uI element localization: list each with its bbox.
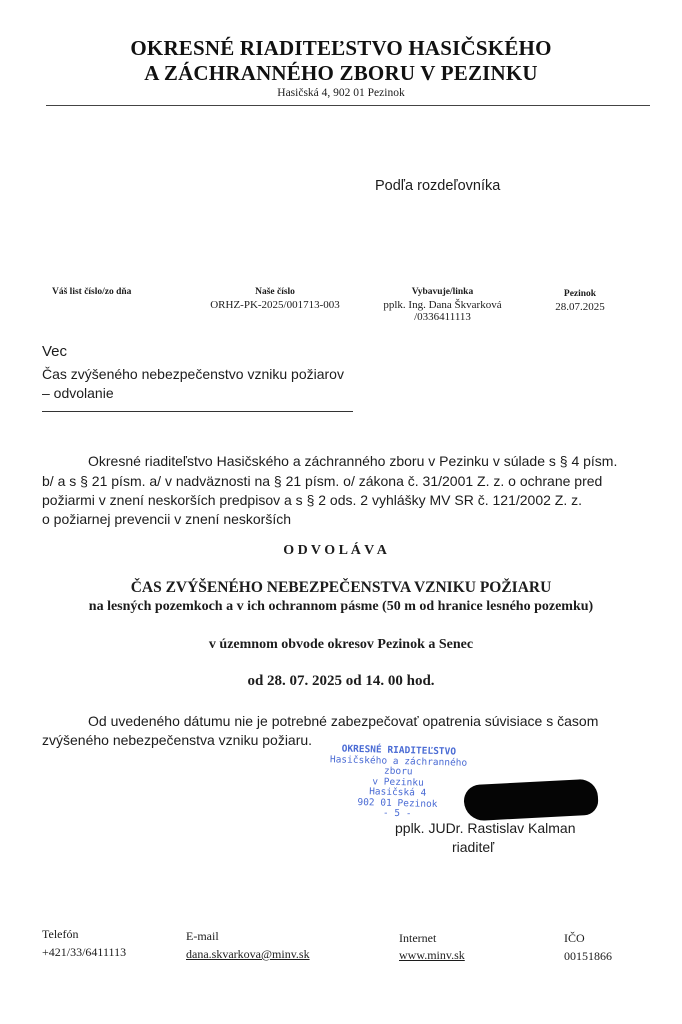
meta-our-number <box>195 287 355 311</box>
header-title-line1: OKRESNÉ RIADITEĽSTVO HASIČSKÉHO <box>130 36 552 60</box>
footer-internet-label: Internet <box>399 931 437 945</box>
meta-your-letter-label: Váš list číslo/zo dňa <box>52 287 132 297</box>
header-divider <box>46 105 650 106</box>
stamp-line6: - 5 - <box>382 807 412 820</box>
meta-handled-by <box>365 287 520 323</box>
revokes-heading: O D V O L Á V A <box>283 543 387 558</box>
subject-line1: Čas zvýšeného nebezpečenstvo vzniku požiarov <box>42 366 344 382</box>
footer-ico-value: 00151866 <box>564 949 612 963</box>
meta-handled-by-label: Vybavuje/linka <box>411 287 474 297</box>
body-para2-line2: zvýšeného nebezpečenstva vzniku požiaru. <box>42 732 313 748</box>
territory-line: v územnom obvode okresov Pezinok a Senec <box>208 637 474 652</box>
meta-date-value: 28.07.2025 <box>555 301 605 313</box>
heading-fire-danger: ČAS ZVÝŠENÉHO NEBEZPEČENSTVA VZNIKU POŽIARU <box>130 579 552 596</box>
meta-handled-by-name: pplk. Ing. Dana Škvarková <box>383 299 502 311</box>
body-para1-line2: b/ a s § 21 písm. a/ v nadväznosti na § 21 písm. o/ zákona č. 31/2001 Z. z. o ochrane pred <box>42 473 603 489</box>
header-title-line2: A ZÁCHRANNÉHO ZBORU V PEZINKU <box>144 61 538 85</box>
body-para1-line4: o požiarnej prevencii v znení neskorších <box>42 511 292 527</box>
meta-our-number-value: ORHZ-PK-2025/001713-003 <box>210 299 340 311</box>
redacted-signature <box>463 779 599 822</box>
stamp-line5: 902 01 Pezinok <box>357 796 438 810</box>
recipient: Podľa rozdeľovníka <box>375 178 501 194</box>
official-stamp <box>317 744 479 822</box>
meta-our-number-label: Naše číslo <box>255 287 295 297</box>
footer-phone-label: Telefón <box>42 927 79 941</box>
stamp-line3: v Pezinku <box>372 775 424 789</box>
header-address: Hasičská 4, 902 01 Pezinok <box>277 87 405 99</box>
footer-email-label: E-mail <box>186 929 219 943</box>
footer-phone-value: +421/33/6411113 <box>42 945 127 959</box>
meta-place-date <box>540 289 620 313</box>
effective-date-line: od 28. 07. 2025 od 14. 00 hod. <box>247 673 435 689</box>
footer-internet-link[interactable]: www.minv.sk <box>399 948 465 962</box>
body-para2-line1: Od uvedeného dátumu nie je potrebné zabezpečovať opatrenia súvisiace s časom <box>88 713 599 729</box>
subject-underline <box>42 411 353 412</box>
subject-label: Vec <box>42 343 68 360</box>
stamp-line2: Hasičského a záchranného zboru <box>329 753 468 778</box>
footer-ico-label: IČO <box>564 931 585 945</box>
meta-handled-by-phone: /0336411113 <box>414 311 471 323</box>
signatory-name: pplk. JUDr. Rastislav Kalman <box>395 820 576 836</box>
heading-forest-land: na lesných pozemkoch a v ich ochrannom pásme (50 m od hranice lesného pozemku) <box>88 599 594 614</box>
stamp-line1: OKRESNÉ RIADITEĽSTVO <box>341 743 457 758</box>
footer-email-link[interactable]: dana.skvarkova@minv.sk <box>186 947 310 961</box>
body-para1-line3: požiarmi v znení neskorších predpisov a s § 2 ods. 2 vyhlášky MV SR č. 121/2002 Z. z. <box>42 492 583 508</box>
subject-line2: – odvolanie <box>42 385 114 401</box>
signatory-role: riaditeľ <box>452 839 495 855</box>
body-para1-line1: Okresné riaditeľstvo Hasičského a záchranného zboru v Pezinku v súlade s § 4 písm. <box>88 453 618 469</box>
stamp-line4: Hasičská 4 <box>369 786 427 799</box>
meta-place-label: Pezinok <box>563 289 597 299</box>
